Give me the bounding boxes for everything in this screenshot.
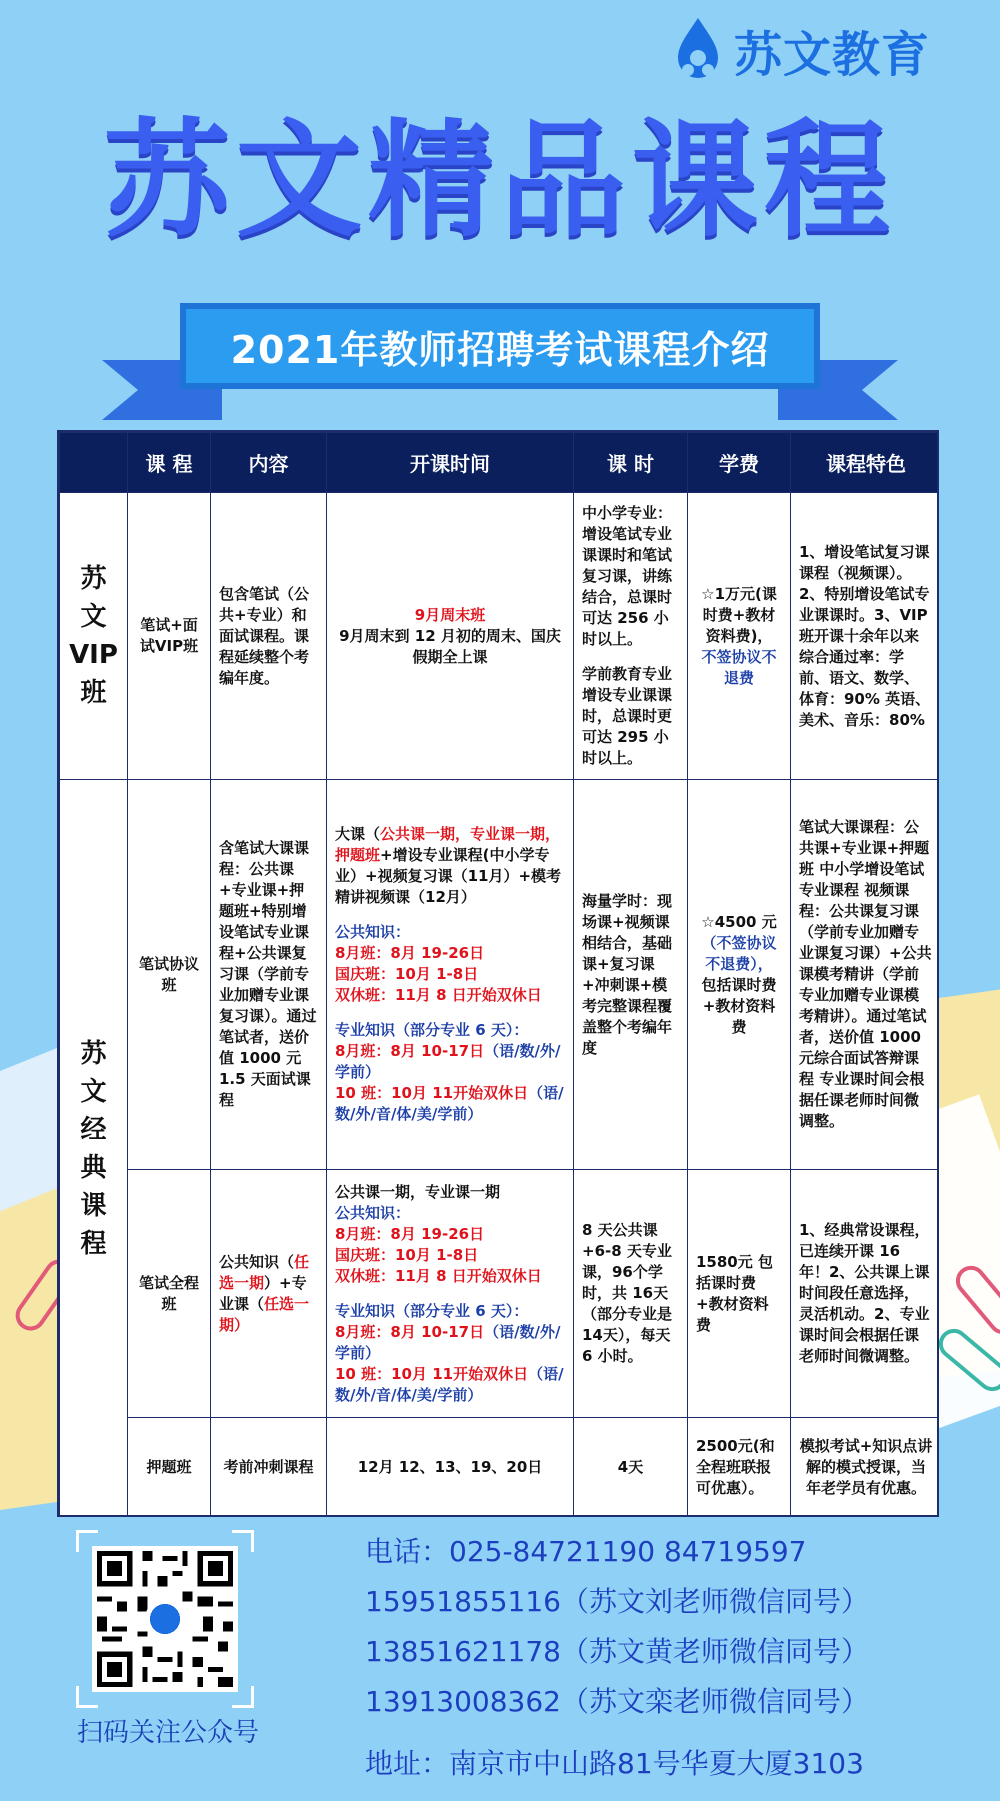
page-title: 苏文精品课程 bbox=[104, 107, 896, 254]
professional-session bbox=[335, 1364, 565, 1406]
time-part-highlight: 公共课一期，专业课一期，押题班 bbox=[335, 825, 561, 864]
time-part: 大课（ bbox=[335, 825, 381, 843]
course-time bbox=[327, 1170, 574, 1418]
qr-caption: 扫码关注公众号 bbox=[76, 1718, 259, 1748]
subtitle: 2021年教师招聘考试课程介绍 bbox=[230, 327, 770, 372]
professional-session bbox=[335, 1041, 565, 1083]
time-highlight: 9月周末班 bbox=[414, 605, 486, 624]
fee-amount: ☆1万元(课时费+教材资料费)， bbox=[701, 584, 777, 645]
category-char: 文 bbox=[80, 602, 107, 632]
wechat-line: 13851621178（苏文黄老师微信同号） bbox=[365, 1635, 869, 1668]
category-char: 经 bbox=[80, 1114, 107, 1145]
course-time: 12月 12、13、19、20日 bbox=[327, 1418, 574, 1518]
course-hours: 海量学时：现场课+视频课相结合，基础课+复习课+冲刺课+模考完整课程覆盖整个考编年度 bbox=[574, 780, 688, 1170]
course-fee: 2500元(和全程班联报可优惠）。 bbox=[688, 1418, 791, 1518]
course-name: 押题班 bbox=[128, 1418, 211, 1518]
session-subjects: （语/数/外/学前） bbox=[335, 1322, 561, 1362]
content-part: ） bbox=[234, 1315, 250, 1334]
category-char: 苏 bbox=[80, 564, 107, 594]
professional-label: 专业知识（部分专业 6 天）： bbox=[335, 1301, 529, 1320]
course-features: 模拟考试+知识点讲解的模式授课，当年老学员有优惠。 bbox=[791, 1418, 940, 1518]
session-time: 8月班：8月 10-17日 bbox=[335, 1042, 485, 1060]
header-content: 内容 bbox=[211, 433, 327, 493]
fee-includes: 包括课时费+教材资料费 bbox=[701, 975, 777, 1036]
course-features: 1、经典常设课程，已连续开课 16 年！2、公共课上课时间段任意选择，灵活机动。2、专业课时间会根据任课老师时间微调整。 bbox=[791, 1170, 940, 1418]
course-fee: 1580元 包括课时费+教材资料费 bbox=[688, 1170, 791, 1418]
public-session: 国庆班：10月 1-8日 bbox=[335, 965, 479, 983]
hours-preschool: 学前教育专业增设专业课课时，总课时更可达 295 小时以上。 bbox=[582, 665, 673, 767]
header-features: 课程特色 bbox=[791, 433, 940, 493]
content-part: ）+专业课（ bbox=[219, 1273, 307, 1313]
fee-amount: ☆4500 元 bbox=[701, 912, 777, 931]
category-char: VIP bbox=[69, 640, 118, 670]
course-name: 笔试协议班 bbox=[128, 780, 211, 1170]
course-content: 考前冲刺课程 bbox=[211, 1418, 327, 1518]
phone-line: 电话：025-84721190 84719597 bbox=[365, 1535, 807, 1568]
category-char: 班 bbox=[80, 678, 107, 708]
category-char: 课 bbox=[80, 1190, 107, 1221]
course-features: 笔试大课课程：公共课+专业课+押题班 中小学增设笔试专业课程 视频课程：公共课复习课（学前专业加赠专业课复习课）+公共课模考精讲（学前专业加赠专业课模考精讲）。通过笔试者，送价值 1000元综合面试答辩课程 专业课时间会根据任课老师时间微调整。 bbox=[791, 780, 940, 1170]
header-category bbox=[60, 433, 128, 493]
public-session: 8月班：8月 19-26日 bbox=[335, 1224, 485, 1243]
address-line: 地址：南京市中山路81号华夏大厦3103 bbox=[365, 1747, 864, 1780]
session-time: 10 班：10月 11开始双休日 bbox=[335, 1364, 529, 1383]
header-start-time: 开课时间 bbox=[327, 433, 574, 493]
public-session: 8月班：8月 19-26日 bbox=[335, 944, 485, 962]
content-highlight: 任选一期 bbox=[219, 1294, 310, 1334]
category-vip bbox=[60, 493, 128, 780]
public-session: 双休班：11月 8 日开始双休日 bbox=[335, 1266, 542, 1285]
fee-note: 不签协议不退费 bbox=[701, 647, 777, 687]
brand-logo bbox=[668, 14, 930, 86]
course-content: 包含笔试（公共+专业）和面试课程。课程延续整个考编年度。 bbox=[211, 493, 327, 780]
header-fee: 学费 bbox=[688, 433, 791, 493]
course-content bbox=[211, 1170, 327, 1418]
hours-k12: 中小学专业：增设笔试专业课课时和笔试复习课，讲练结合，总课时可达 256 小时以上。 bbox=[582, 504, 673, 648]
water-drop-logo-icon bbox=[668, 14, 728, 86]
content-part: 公共知识（ bbox=[219, 1252, 295, 1271]
category-char: 程 bbox=[80, 1228, 107, 1259]
session-time: 8月班：8月 10-17日 bbox=[335, 1322, 485, 1341]
time-part: +增设专业课程(中小学专业）+视频复习课（11月）+模考精讲视频课（12月） bbox=[335, 846, 562, 906]
course-hours bbox=[574, 493, 688, 780]
course-hours: 8 天公共课+6-8 天专业课，96个学时，共 16天（部分专业是 14天），每天 6 小时。 bbox=[574, 1170, 688, 1418]
course-fee bbox=[688, 493, 791, 780]
header-course: 课 程 bbox=[128, 433, 211, 493]
table-header-row bbox=[60, 433, 940, 493]
table-row-classic-agreement bbox=[60, 780, 940, 1170]
brand-name: 苏文教育 bbox=[734, 26, 931, 83]
course-time bbox=[327, 780, 574, 1170]
professional-label: 专业知识（部分专业 6 天）： bbox=[335, 1021, 529, 1039]
content-highlight: 任选一期 bbox=[219, 1252, 310, 1292]
course-fee bbox=[688, 780, 791, 1170]
public-session: 国庆班：10月 1-8日 bbox=[335, 1245, 479, 1264]
category-classic bbox=[60, 780, 128, 1518]
table-row-vip bbox=[60, 493, 940, 780]
time-detail: 9月周末到 12 月初的周末、国庆假期全上课 bbox=[339, 626, 561, 666]
wechat-line: 13913008362（苏文栾老师微信同号） bbox=[365, 1685, 869, 1718]
session-subjects: （语/数/外/音/体/美/学前） bbox=[335, 1364, 564, 1404]
qr-code-frame bbox=[76, 1530, 254, 1708]
table-row-classic-full bbox=[60, 1170, 940, 1418]
category-char: 典 bbox=[80, 1152, 107, 1183]
session-subjects: （语/数/外/学前） bbox=[335, 1042, 561, 1081]
subtitle-ribbon bbox=[180, 303, 820, 389]
header-hours: 课 时 bbox=[574, 433, 688, 493]
professional-session bbox=[335, 1322, 565, 1364]
qr-code-icon[interactable] bbox=[92, 1546, 238, 1692]
course-table bbox=[57, 430, 939, 1517]
table-row-classic-mock bbox=[60, 1418, 940, 1518]
time-main: 公共课一期，专业课一期 bbox=[335, 1182, 501, 1201]
public-label: 公共知识： bbox=[335, 923, 411, 941]
category-char: 苏 bbox=[80, 1038, 107, 1069]
session-subjects: （语/数/外/音/体/美/学前） bbox=[335, 1084, 564, 1123]
course-content: 含笔试大课课程：公共课+专业课+押题班+特别增设笔试专业课程+公共课复习课（学前专业加赠专业课复习课）。通过笔试者，送价值 1000 元 1.5 天面试课程 bbox=[211, 780, 327, 1170]
course-features: 1、增设笔试复习课课程（视频课）。2、特别增设笔试专业课课时。3、VIP 班开课十余年以来综合通过率：学前、语文、数学、体育：90% 英语、美术、音乐：80% bbox=[791, 493, 940, 780]
fee-note: （不签协议不退费）， bbox=[701, 933, 777, 973]
public-session: 双休班：11月 8 日开始双休日 bbox=[335, 986, 542, 1004]
course-name: 笔试全程班 bbox=[128, 1170, 211, 1418]
course-hours: 4天 bbox=[574, 1418, 688, 1518]
category-char: 文 bbox=[80, 1076, 107, 1107]
course-name: 笔试+面试VIP班 bbox=[128, 493, 211, 780]
professional-session bbox=[335, 1083, 565, 1125]
session-time: 10 班：10月 11开始双休日 bbox=[335, 1084, 529, 1102]
course-time bbox=[327, 493, 574, 780]
public-label: 公共知识： bbox=[335, 1203, 411, 1222]
wechat-line: 15951855116（苏文刘老师微信同号） bbox=[365, 1585, 869, 1618]
time-main bbox=[335, 824, 565, 908]
